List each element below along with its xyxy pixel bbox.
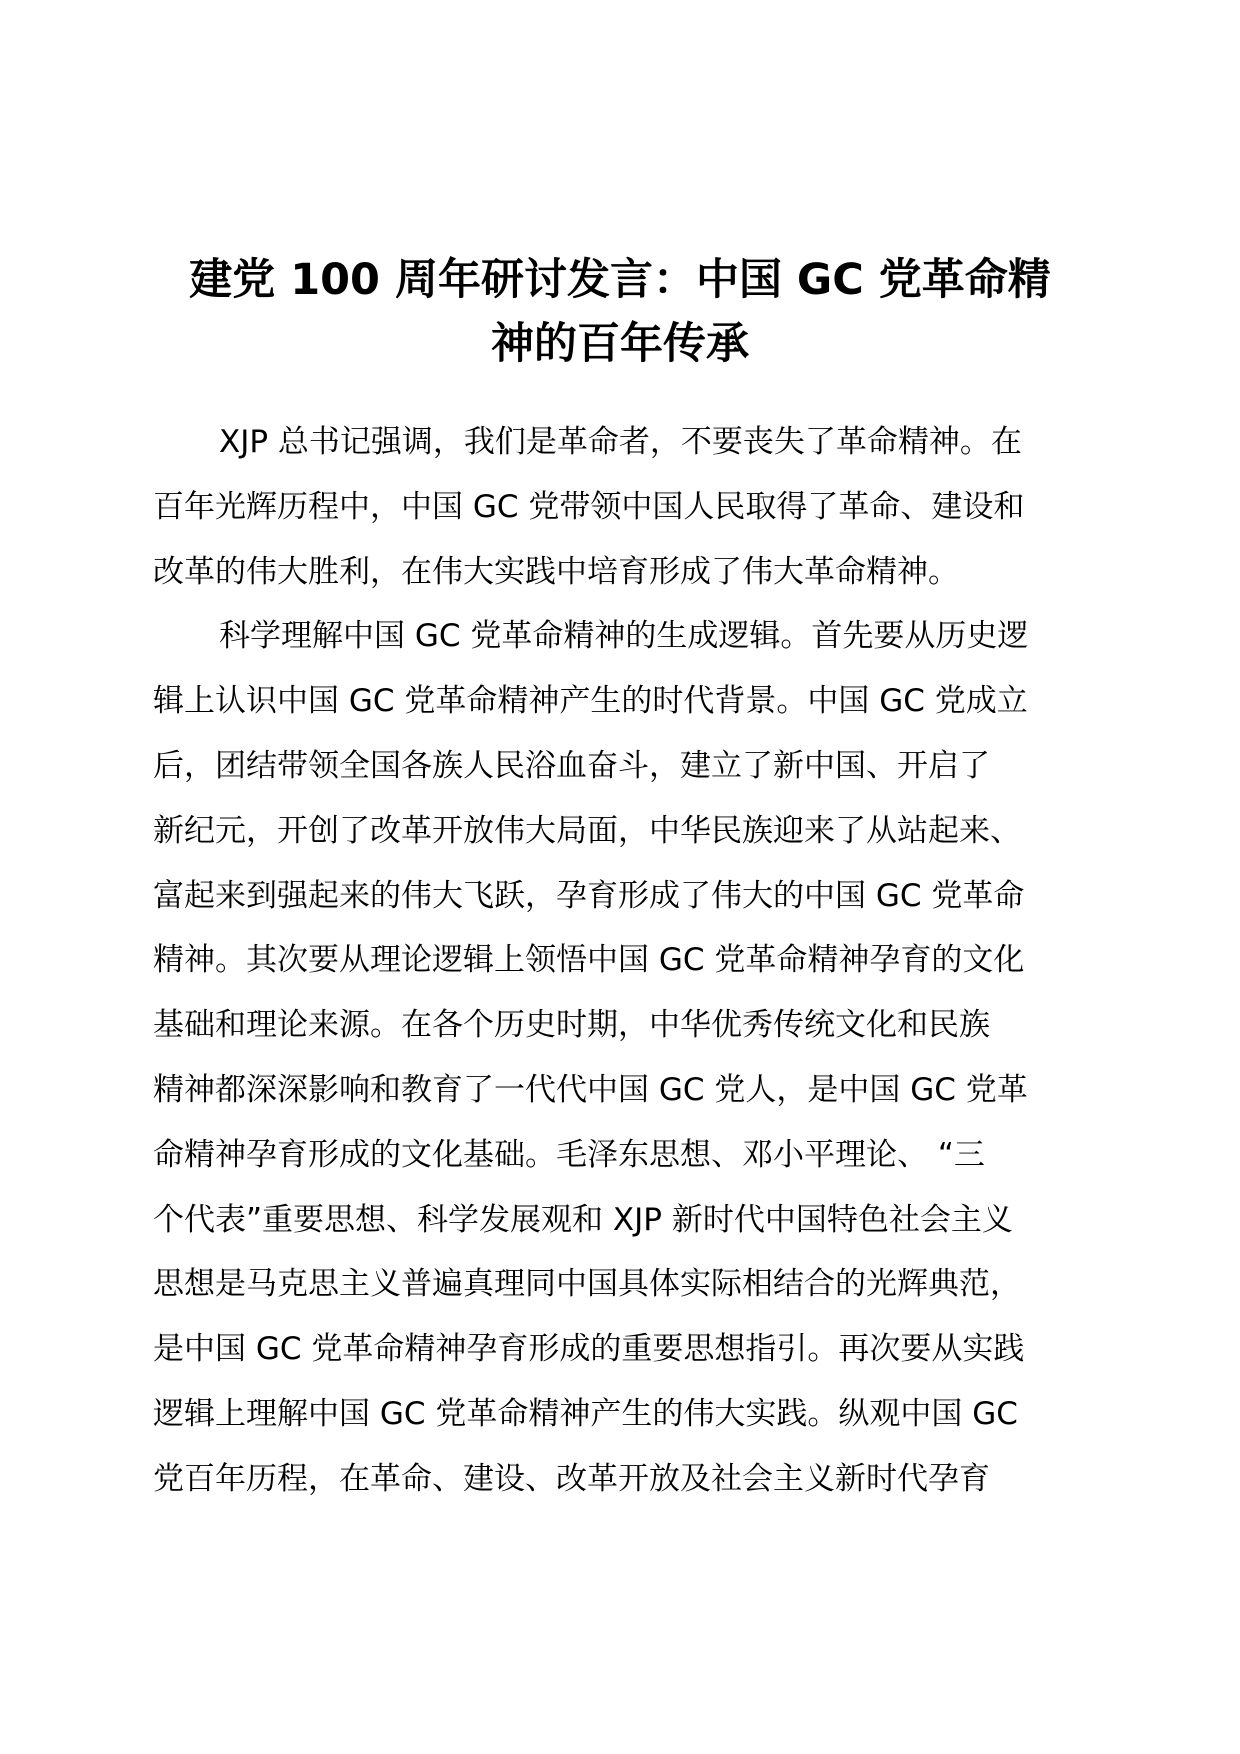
paragraph-2-line-7: 基础和理论来源。在各个历史时期，中华优秀传统文化和民族 <box>153 1007 990 1044</box>
paragraph-2 <box>153 604 1113 1511</box>
paragraph-2-line-2: 辑上认识中国 GC 党革命精神产生的时代背景。中国 GC 党成立 <box>153 683 1028 720</box>
paragraph-2-line-14: 党百年历程，在革命、建设、改革开放及社会主义新时代孕育 <box>153 1460 990 1497</box>
paragraph-2-line-13: 逻辑上理解中国 GC 党革命精神产生的伟大实践。纵观中国 GC <box>153 1395 1018 1432</box>
paragraph-2-line-4: 新纪元，开创了改革开放伟大局面，中华民族迎来了从站起来、 <box>153 812 1021 849</box>
document-title <box>150 248 1090 376</box>
title-line-1: 建党 100 周年研讨发言：中国 GC 党革命精 <box>189 255 1051 305</box>
paragraph-1-line-1: XJP 总书记强调，我们是革命者，不要丧失了革命精神。在 <box>219 424 1022 460</box>
document-body <box>153 410 1113 1512</box>
paragraph-1-line-2: 百年光辉历程中，中国 GC 党带领中国人民取得了革命、建设和 <box>153 488 1025 525</box>
paragraph-2-line-12: 是中国 GC 党革命精神孕育形成的重要思想指引。再次要从实践 <box>153 1331 1025 1368</box>
paragraph-2-line-3: 后，团结带领全国各族人民浴血奋斗，建立了新中国、开启了 <box>153 747 990 784</box>
paragraph-2-line-1: 科学理解中国 GC 党革命精神的生成逻辑。首先要从历史逻 <box>219 618 1029 655</box>
paragraph-2-line-11: 思想是马克思主义普遍真理同中国具体实际相结合的光辉典范， <box>153 1266 1021 1303</box>
paragraph-2-line-6: 精神。其次要从理论逻辑上领悟中国 GC 党革命精神孕育的文化 <box>153 942 1025 979</box>
paragraph-2-line-9: 命精神孕育形成的文化基础。毛泽东思想、邓小平理论、 “三 <box>153 1136 985 1173</box>
paragraph-2-line-10: 个代表”重要思想、科学发展观和 XJP 新时代中国特色社会主义 <box>153 1201 1013 1238</box>
title-line-2: 神的百年传承 <box>491 319 749 369</box>
paragraph-1 <box>153 410 1113 604</box>
paragraph-1-line-3: 改革的伟大胜利，在伟大实践中培育形成了伟大革命精神。 <box>153 553 959 590</box>
paragraph-2-line-8: 精神都深深影响和教育了一代代中国 GC 党人，是中国 GC 党革 <box>153 1071 1028 1108</box>
paragraph-2-line-5: 富起来到强起来的伟大飞跃，孕育形成了伟大的中国 GC 党革命 <box>153 877 1025 914</box>
